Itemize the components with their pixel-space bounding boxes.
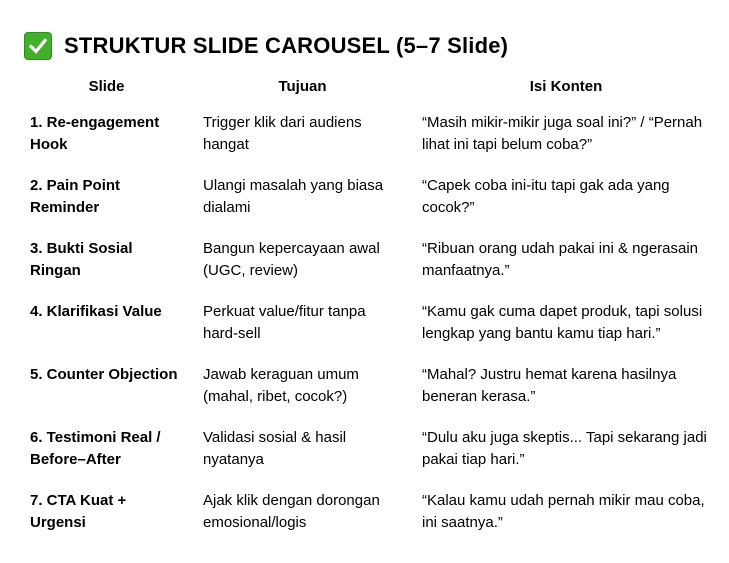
isi-konten-cell: “Dulu aku juga skeptis... Tapi sekarang jadi pakai tiap hari.” bbox=[422, 429, 707, 468]
isi-konten-cell: “Capek coba ini-itu tapi gak ada yang cocok?” bbox=[422, 177, 670, 216]
tujuan-cell: Jawab keraguan umum (mahal, ribet, cocok?) bbox=[203, 366, 359, 405]
isi-konten-cell: “Masih mikir-mikir juga soal ini?” / “Pernah lihat ini tapi belum coba?” bbox=[422, 114, 703, 153]
slide-cell: 4. Klarifikasi Value bbox=[30, 303, 162, 320]
tujuan-cell: Ulangi masalah yang biasa dialami bbox=[203, 177, 384, 216]
tujuan-cell: Trigger klik dari audiens hangat bbox=[203, 114, 362, 153]
table-header-row bbox=[20, 74, 720, 108]
tujuan-cell: Validasi sosial & hasil nyatanya bbox=[203, 429, 347, 468]
tujuan-cell: Perkuat value/fitur tanpa hard-sell bbox=[203, 303, 366, 342]
check-mark-icon bbox=[24, 32, 52, 60]
table-row bbox=[20, 108, 720, 171]
slide-structure-table bbox=[20, 74, 720, 549]
isi-konten-cell: “Kamu gak cuma dapet produk, tapi solusi lengkap yang bantu kamu tiap hari.” bbox=[422, 303, 703, 342]
table-row bbox=[20, 486, 720, 549]
column-header-isi-konten: Isi Konten bbox=[529, 78, 603, 95]
table-row bbox=[20, 171, 720, 234]
table-row bbox=[20, 423, 720, 486]
slide-cell: 6. Testimoni Real / Before–After bbox=[30, 429, 161, 468]
slide-cell: 1. Re-engagement Hook bbox=[30, 114, 160, 153]
tujuan-cell: Bangun kepercayaan awal (UGC, review) bbox=[203, 240, 380, 279]
slide-cell: 7. CTA Kuat + Urgensi bbox=[30, 492, 127, 531]
table-row bbox=[20, 297, 720, 360]
isi-konten-cell: “Kalau kamu udah pernah mikir mau coba, ini saatnya.” bbox=[422, 492, 705, 531]
table-row bbox=[20, 234, 720, 297]
page-heading bbox=[24, 30, 508, 62]
isi-konten-cell: “Ribuan orang udah pakai ini & ngerasain manfaatnya.” bbox=[422, 240, 699, 279]
slide-cell: 3. Bukti Sosial Ringan bbox=[30, 240, 133, 279]
table-row bbox=[20, 360, 720, 423]
isi-konten-cell: “Mahal? Justru hemat karena hasilnya beneran kerasa.” bbox=[422, 366, 677, 405]
page-title: STRUKTUR SLIDE CAROUSEL (5–7 Slide) bbox=[64, 33, 509, 58]
column-header-slide: Slide bbox=[88, 78, 125, 95]
column-header-tujuan: Tujuan bbox=[278, 78, 327, 95]
slide-cell: 2. Pain Point Reminder bbox=[30, 177, 121, 216]
slide-cell: 5. Counter Objection bbox=[30, 366, 178, 383]
tujuan-cell: Ajak klik dengan dorongan emosional/logis bbox=[203, 492, 380, 531]
